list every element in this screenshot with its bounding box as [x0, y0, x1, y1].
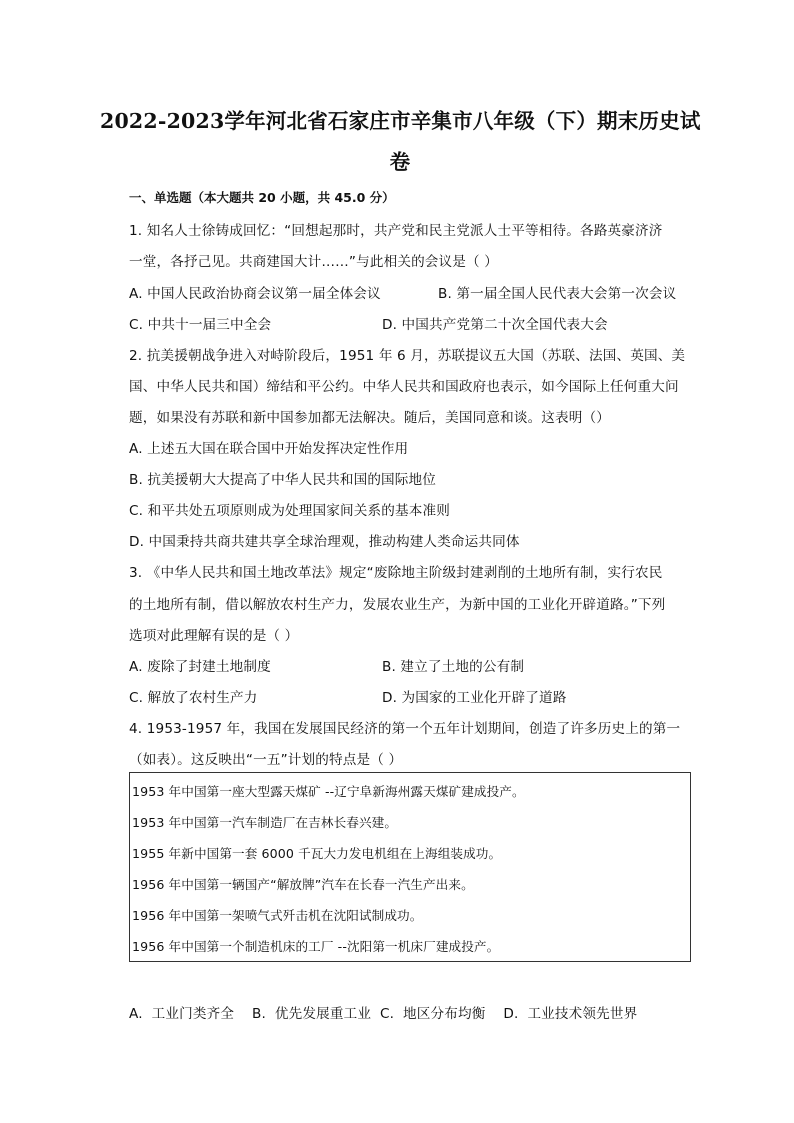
q1-option-a[interactable]: A. 中国人民政治协商会议第一届全体会议 — [129, 286, 381, 302]
section-heading: 一、单选题（本大题共 20 小题，共 45.0 分） — [129, 190, 395, 205]
exam-title-line1: 2022-2023学年河北省石家庄市辛集市八年级（下）期末历史试 — [100, 109, 701, 133]
q4-options[interactable]: A. 工业门类齐全 B. 优先发展重工业 C. 地区分布均衡 D. 工业技术领先世界 — [129, 1006, 638, 1022]
q3-stem-line1: 3. 《中华人民共和国土地改革法》规定“废除地主阶级封建剥削的土地所有制，实行农民 — [129, 565, 663, 581]
q3-stem-line2: 的土地所有制，借以解放农村生产力，发展农业生产，为新中国的工业化开辟道路。”下列 — [129, 597, 666, 613]
q3-option-c[interactable]: C. 解放了农村生产力 — [129, 690, 258, 706]
q2-stem-line3: 题，如果没有苏联和新中国参加都无法解决。随后，美国同意和谈。这表明（） — [129, 410, 611, 426]
q1-option-d[interactable]: D. 中国共产党第二十次全国代表大会 — [382, 317, 608, 333]
q3-option-a[interactable]: A. 废除了封建土地制度 — [129, 659, 271, 675]
q1-stem-line1: 1. 知名人士徐铸成回忆：“回想起那时，共产党和民主党派人士平等相待。各路英豪济济 — [129, 223, 663, 239]
table-row: 1955 年新中国第一套 6000 千瓦大力发电机组在上海组装成功。 — [132, 846, 502, 861]
q1-option-c[interactable]: C. 中共十一届三中全会 — [129, 317, 272, 333]
q1-stem-line2: 一堂，各抒己见。共商建国大计……”与此相关的会议是（ ） — [129, 254, 498, 270]
table-row: 1956 年中国第一个制造机床的工厂 --沈阳第一机床厂建成投产。 — [132, 939, 500, 954]
q4-stem-line2: （如表）。这反映出“一五”计划的特点是（ ） — [129, 752, 403, 768]
q3-stem-line3: 选项对此理解有误的是（ ） — [129, 628, 299, 644]
q3-option-d[interactable]: D. 为国家的工业化开辟了道路 — [382, 690, 567, 706]
q1-option-b[interactable]: B. 第一届全国人民代表大会第一次会议 — [438, 286, 677, 302]
exam-title-line2: 卷 — [389, 150, 411, 174]
q4-achievements-table — [129, 772, 691, 962]
q2-stem-line2: 国、中华人民共和国）缔结和平公约。中华人民共和国政府也表示，如今国际上任何重大问 — [129, 379, 679, 395]
table-row: 1956 年中国第一辆国产“解放牌”汽车在长春一汽生产出来。 — [132, 877, 474, 892]
q2-stem-line1: 2. 抗美援朝战争进入对峙阶段后，1951 年 6 月，苏联提议五大国（苏联、法国、英国、美 — [129, 348, 686, 364]
table-row: 1953 年中国第一汽车制造厂在吉林长春兴建。 — [132, 815, 398, 830]
table-row: 1956 年中国第一架喷气式歼击机在沈阳试制成功。 — [132, 908, 423, 923]
q2-option-c[interactable]: C. 和平共处五项原则成为处理国家间关系的基本准则 — [129, 503, 450, 519]
q2-option-d[interactable]: D. 中国秉持共商共建共享全球治理观，推动构建人类命运共同体 — [129, 534, 520, 550]
q2-option-b[interactable]: B. 抗美援朝大大提高了中华人民共和国的国际地位 — [129, 472, 437, 488]
q2-option-a[interactable]: A. 上述五大国在联合国中开始发挥决定性作用 — [129, 441, 409, 457]
q3-option-b[interactable]: B. 建立了土地的公有制 — [382, 659, 525, 675]
table-row: 1953 年中国第一座大型露天煤矿 --辽宁阜新海州露天煤矿建成投产。 — [132, 784, 525, 799]
q4-stem-line1: 4. 1953-1957 年，我国在发展国民经济的第一个五年计划期间，创造了许多历史上的第一 — [129, 721, 681, 737]
